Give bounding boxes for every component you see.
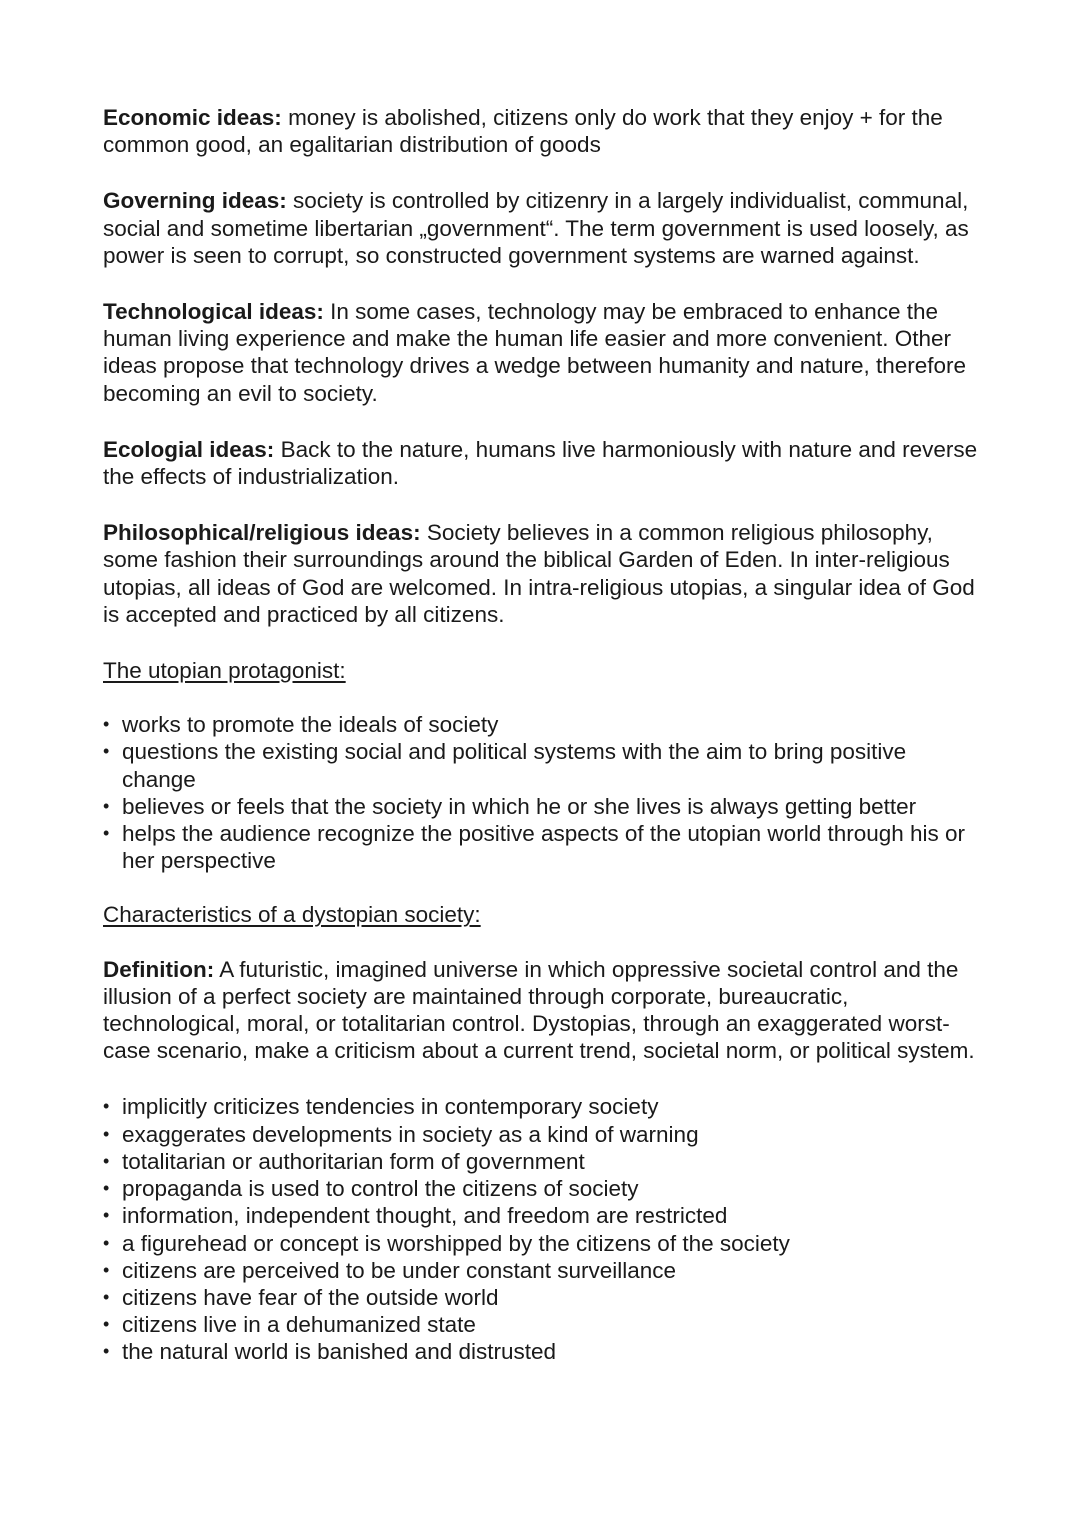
- philosophical-ideas-text: Society believes in a common religious philosophy, some fashion their surroundings around the biblical Garden of Eden. In inter-religious utopias, all ideas of God are welcomed. In intra-religious utopias, a singular idea of God is accepted and practiced by all citizens.: [103, 520, 975, 627]
- list-item: • totalitarian or authoritarian form of government: [103, 1148, 983, 1175]
- governing-ideas-label: Governing ideas:: [103, 188, 287, 214]
- list-item: • helps the audience recognize the positive aspects of the utopian world through his or her perspective: [103, 820, 983, 874]
- philosophical-ideas-label: Philosophical/religious ideas:: [103, 520, 421, 546]
- dystopian-characteristics-heading: Characteristics of a dystopian society:: [103, 902, 481, 928]
- economic-ideas-text: money is abolished, citizens only do work that they enjoy + for the common good, an egalitarian distribution of goods: [103, 105, 943, 158]
- list-item: • citizens have fear of the outside world: [103, 1284, 983, 1311]
- governing-ideas-paragraph: [103, 187, 983, 269]
- list-item: • citizens are perceived to be under constant surveillance: [103, 1257, 983, 1284]
- ecological-ideas-text: Back to the nature, humans live harmoniously with nature and reverse the effects of industrialization.: [103, 436, 978, 490]
- list-item: • information, independent thought, and freedom are restricted: [103, 1202, 983, 1229]
- list-item: • a figurehead or concept is worshipped by the citizens of the society: [103, 1230, 983, 1257]
- list-item: • propaganda is used to control the citizens of society: [103, 1175, 983, 1202]
- definition-text: A futuristic, imagined universe in which oppressive societal control and the illusion of a perfect society are maintained through corporate, bureaucratic, technological, moral, or totalitarian control. Dystopias, through an exaggerated worst-case scenario, make a criticism about a current trend, societal norm, or political system.: [103, 956, 975, 1064]
- list-item: • believes or feels that the society in which he or she lives is always getting better: [103, 793, 983, 820]
- technological-ideas-text: In some cases, technology may be embraced to enhance the human living experience and make the human life easier and more convenient. Other ideas propose that technology drives a wedge between humanity and nature, therefore becoming an evil to society.: [103, 299, 967, 406]
- ecological-ideas-paragraph: [103, 436, 983, 490]
- list-item: • the natural world is banished and distrusted: [103, 1338, 983, 1365]
- list-item: • questions the existing social and political systems with the aim to bring positive change: [103, 738, 983, 792]
- definition-paragraph: [103, 956, 983, 1065]
- definition-label: Definition:: [103, 956, 215, 982]
- technological-ideas-paragraph: [103, 298, 983, 407]
- economic-ideas-paragraph: [103, 104, 983, 158]
- protagonist-list: [103, 711, 983, 874]
- economic-ideas-label: Economic ideas:: [103, 105, 282, 130]
- list-item: • citizens live in a dehumanized state: [103, 1311, 983, 1338]
- list-item: • works to promote the ideals of society: [103, 711, 983, 738]
- ecological-ideas-label: Ecologial ideas:: [103, 436, 275, 462]
- governing-ideas-text: society is controlled by citizenry in a largely individualist, communal, social and sometime libertarian „government“. The term government is used loosely, as power is seen to corrupt, so constructed government systems are warned against.: [103, 188, 969, 268]
- list-item: • exaggerates developments in society as a kind of warning: [103, 1121, 983, 1148]
- document-page: [103, 104, 983, 1393]
- dystopia-list: [103, 1093, 983, 1365]
- philosophical-ideas-paragraph: [103, 519, 983, 628]
- utopian-protagonist-heading: The utopian protagonist:: [103, 658, 346, 684]
- technological-ideas-label: Technological ideas:: [103, 299, 324, 325]
- list-item: • implicitly criticizes tendencies in contemporary society: [103, 1093, 983, 1120]
